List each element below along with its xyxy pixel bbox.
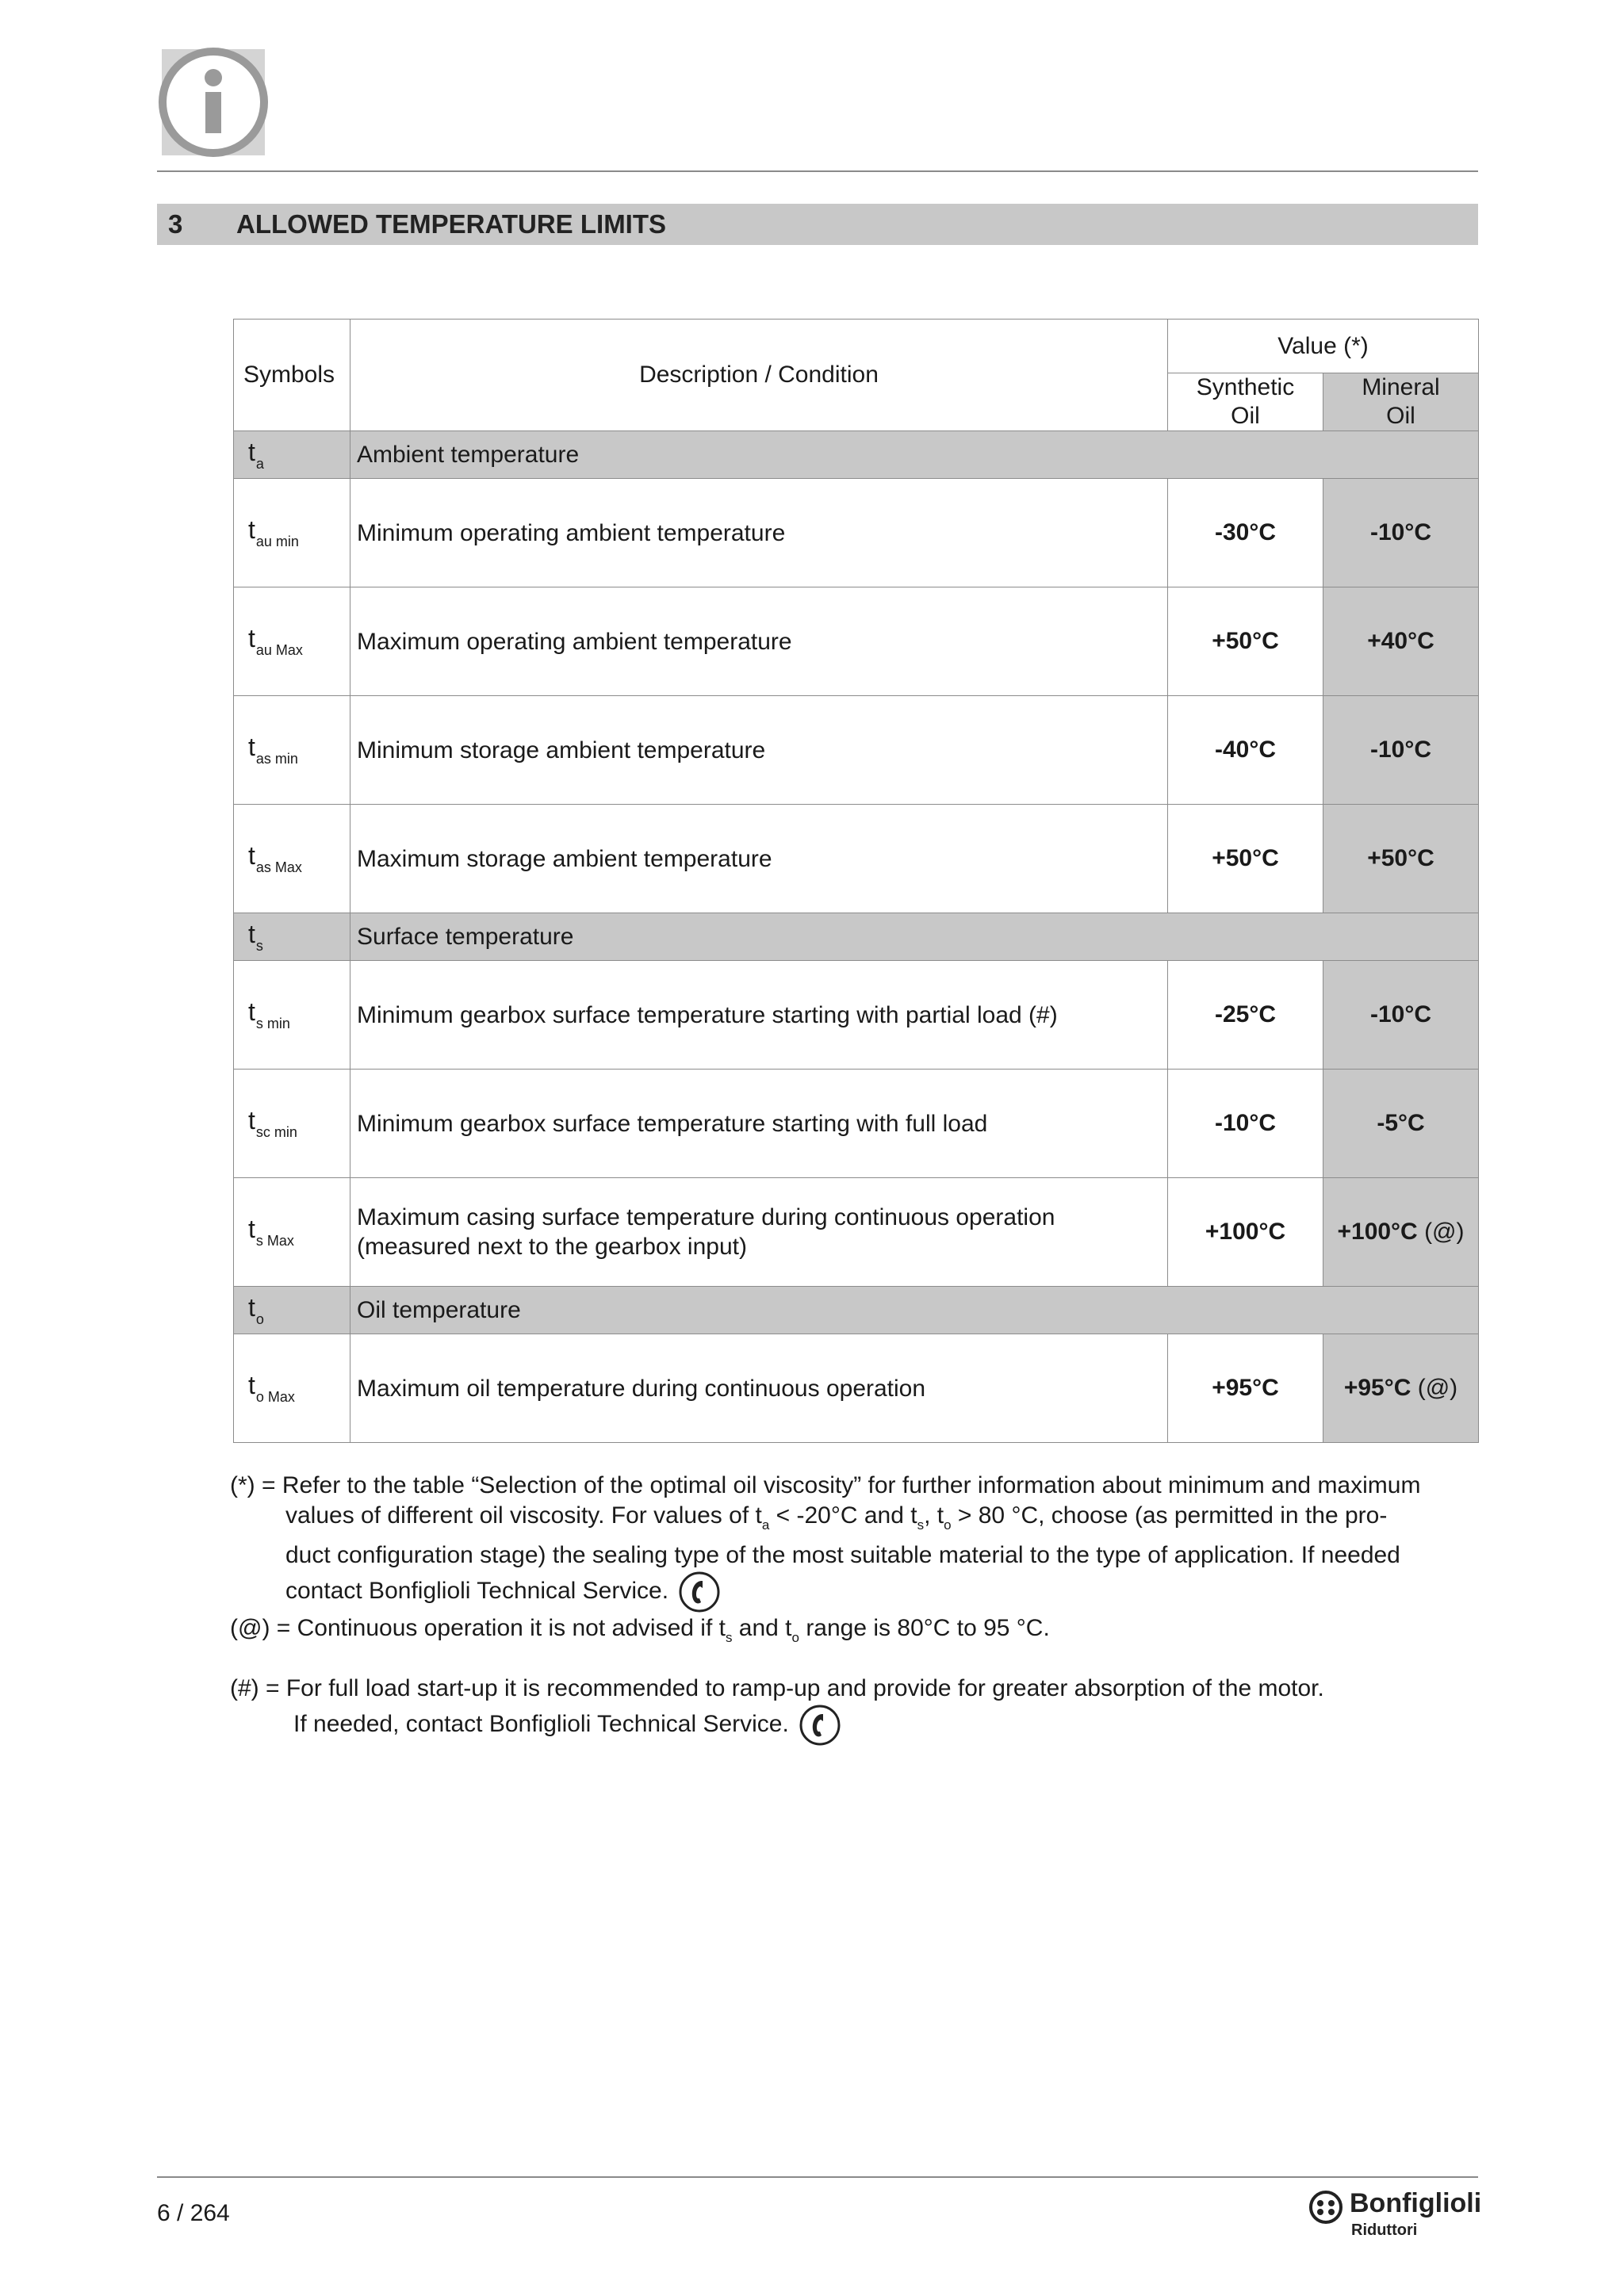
mineral-oil-value: +40°C (1323, 587, 1479, 696)
section-number: 3 (168, 209, 183, 239)
symbol-cell: $t_{as min}$ (234, 696, 350, 805)
description-cell: Maximum oil temperature during continuous operation (350, 1334, 1168, 1443)
symbol-cell: $t_{s Max}$ (234, 1178, 350, 1287)
synthetic-oil-value: +50°C (1168, 805, 1323, 913)
note-asterisk-line1: (*) = Refer to the table “Selection of the optimal oil viscosity” for further information about minimum and maximum (230, 1472, 1421, 1498)
mineral-oil-value: +100°C (@) (1323, 1178, 1479, 1287)
info-icon (157, 46, 270, 159)
brand-subtitle: Riduttori (1351, 2221, 1418, 2239)
group-label: Ambient temperature (350, 431, 1479, 479)
footer-rule (157, 2176, 1478, 2178)
symbol-cell: $t_s$ (234, 913, 350, 961)
header-value: Value (*) (1168, 320, 1479, 373)
group-label: Oil temperature (350, 1287, 1479, 1334)
note-asterisk (230, 1471, 1499, 1613)
note-asterisk-line3: duct configuration stage) the sealing type of the most suitable material to the type of application. If needed (285, 1542, 1400, 1568)
table-body (234, 431, 1479, 1443)
section-title: ALLOWED TEMPERATURE LIMITS (236, 209, 667, 239)
table-row (234, 1334, 1479, 1443)
table-row (234, 587, 1479, 696)
header-description: Description / Condition (350, 320, 1168, 431)
description-cell: Minimum gearbox surface temperature starting with partial load (#) (350, 961, 1168, 1070)
synthetic-oil-value: -10°C (1168, 1070, 1323, 1178)
symbol-cell: $t_{au min}$ (234, 479, 350, 587)
group-row (234, 1287, 1479, 1334)
description-cell: Maximum casing surface temperature during continuous operation (measured next to the gearbox input) (350, 1178, 1168, 1287)
symbol-cell: $t_{as Max}$ (234, 805, 350, 913)
mineral-oil-value: -10°C (1323, 479, 1479, 587)
mineral-oil-value: +95°C (@) (1323, 1334, 1479, 1443)
description-cell: Minimum storage ambient temperature (350, 696, 1168, 805)
header-mineral-oil: Mineral Oil (1323, 373, 1479, 431)
note-hash-line1: (#) = For full load start-up it is recommended to ramp-up and provide for greater absorption of the motor. (230, 1675, 1324, 1701)
note-hash (230, 1674, 1499, 1747)
header-synthetic-oil: Synthetic Oil (1168, 373, 1323, 431)
group-label: Surface temperature (350, 913, 1479, 961)
synthetic-oil-value: -30°C (1168, 479, 1323, 587)
mineral-oil-value: -10°C (1323, 696, 1479, 805)
page-number: 6 / 264 (157, 2200, 230, 2226)
table-row (234, 961, 1479, 1070)
synthetic-oil-value: -25°C (1168, 961, 1323, 1070)
note-asterisk-line2: values of different oil viscosity. For values of $t_a < -20^\circ C$ and $t_s$, $t_o > 80$ °C, choose (as permitted in the pro- (285, 1502, 1388, 1533)
brand-name: Bonfiglioli (1350, 2188, 1482, 2218)
note-at: (@) = Continuous operation it is not advised if $t_s$ and $t_o$ range is 80°C to 95 °C. (230, 1615, 1050, 1645)
header-symbols: Symbols (234, 320, 350, 431)
table-row (234, 1178, 1479, 1287)
symbol-cell: $t_{au Max}$ (234, 587, 350, 696)
table-row (234, 1070, 1479, 1178)
section-heading (157, 204, 1478, 245)
note-hash-line2: If needed, contact Bonfiglioli Technical Service. (230, 1704, 1499, 1747)
phone-icon (799, 1704, 841, 1747)
temperature-limits-table (233, 319, 1479, 1443)
description-cell: Minimum gearbox surface temperature starting with full load (350, 1070, 1168, 1178)
synthetic-oil-value: -40°C (1168, 696, 1323, 805)
symbol-cell: $t_{s min}$ (234, 961, 350, 1070)
symbol-cell: $t_{sc min}$ (234, 1070, 350, 1178)
table-row (234, 696, 1479, 805)
mineral-oil-value: +50°C (1323, 805, 1479, 913)
synthetic-oil-value: +50°C (1168, 587, 1323, 696)
table-row (234, 479, 1479, 587)
group-row (234, 913, 1479, 961)
synthetic-oil-value: +95°C (1168, 1334, 1323, 1443)
brand-logo (1308, 2188, 1482, 2244)
symbol-cell: $t_{o Max}$ (234, 1334, 350, 1443)
mineral-oil-value: -10°C (1323, 961, 1479, 1070)
description-cell: Maximum operating ambient temperature (350, 587, 1168, 696)
header-rule (157, 170, 1478, 172)
synthetic-oil-value: +100°C (1168, 1178, 1323, 1287)
symbol-cell: $t_o$ (234, 1287, 350, 1334)
mineral-oil-value: -5°C (1323, 1070, 1479, 1178)
symbol-cell: $t_a$ (234, 431, 350, 479)
description-cell: Maximum storage ambient temperature (350, 805, 1168, 913)
phone-icon (678, 1571, 721, 1613)
group-row (234, 431, 1479, 479)
description-cell: Minimum operating ambient temperature (350, 479, 1168, 587)
note-asterisk-line4: contact Bonfiglioli Technical Service. (230, 1571, 1499, 1613)
table-row (234, 805, 1479, 913)
bonfiglioli-logo-icon (1308, 2190, 1343, 2225)
